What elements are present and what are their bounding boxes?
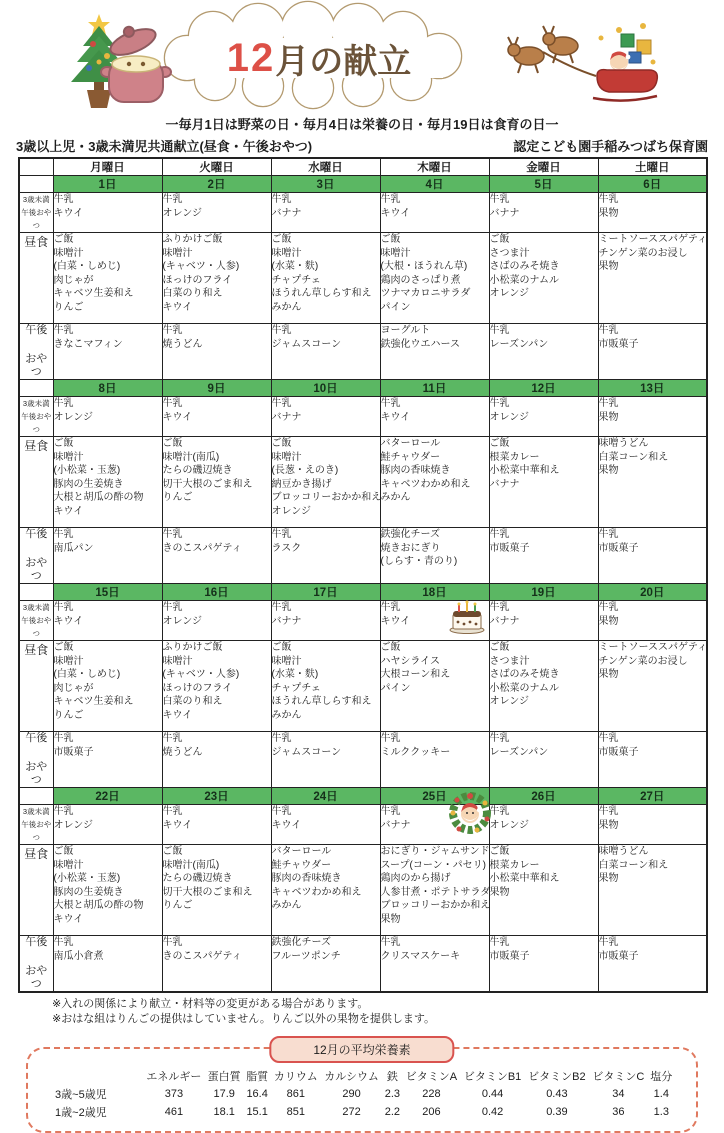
meta-school-name: 認定こども園手稲みつばち保育園 [513,139,708,154]
nutrition-section [26,1043,698,1133]
week-1-date-cell: 4日 [380,176,489,193]
week-3-lunch-row-label: 昼食 [19,641,53,732]
nutrition-header: ビタミンB1 [463,1071,522,1083]
week-2-date-label-empty [19,380,53,397]
week-1-snack-cell-day-4: ヨーグルト 鉄強化ウエハース [380,324,489,380]
week-3-milk-cell-day-3: 牛乳 バナナ [271,601,380,641]
week-3-snack-cell-day-2: 牛乳 焼うどん [162,732,271,788]
day-header: 金曜日 [489,158,598,176]
nutrition-header: ビタミンB2 [528,1071,586,1083]
week-4-date-cell: 22日 [53,788,162,805]
week-2-milk-cell-day-4: 牛乳 キウイ [380,397,489,437]
week-4-lunch-cell-day-3: バターロール 鮭チャウダー 豚肉の香味焼き キャベツわかめ和え みかん [271,845,380,936]
nutrition-table [49,1067,675,1121]
birthday-cake-icon [447,598,487,634]
week-1-snack-cell-day-1: 牛乳 きなこマフィン [53,324,162,380]
week-4-date-cell: 25日 [380,788,489,805]
week-3-date-label-empty [19,584,53,601]
nutrition-value: 0.39 [546,1106,568,1118]
week-2-snack-row-label: 午後 おやつ [19,528,53,584]
week-2-lunch-cell-day-3: ご飯 味噌汁 (長葱・えのき) 納豆かき揚げ ブロッコリーおかか和え オレンジ [271,437,380,528]
week-4-snack-row-label: 午後 おやつ [19,936,53,993]
week-2-milk-row [19,397,707,437]
meta-menu-scope: 3歳以上児・3歳未満児共通献立(昼食・午後おやつ) [16,139,313,154]
day-header: 土曜日 [598,158,707,176]
nutrition-value: 272 [342,1106,361,1118]
week-1-milk-cell-day-4: 牛乳 キウイ [380,193,489,233]
week-1-snack-cell-day-3: 牛乳 ジャムスコーン [271,324,380,380]
week-4-snack-cell-day-2: 牛乳 きのこスパゲティ [162,936,271,993]
week-3-date-cell: 17日 [271,584,380,601]
nutrition-value: 2.3 [384,1088,400,1100]
week-4-milk-cell-day-1: 牛乳 オレンジ [53,805,162,845]
nutrition-header: ビタミンC [592,1071,645,1083]
nutrition-value: 0.42 [481,1106,504,1118]
week-4-lunch-cell-day-6: 味噌うどん 白菜コーン和え 果物 [598,845,707,936]
day-header: 水曜日 [271,158,380,176]
nutrition-value: 18.1 [213,1106,235,1118]
week-4-lunch-row [19,845,707,936]
nutrition-value: 36 [612,1106,625,1118]
nutrition-header: 蛋白質 [207,1071,241,1083]
week-1-lunch-row-label: 昼食 [19,233,53,324]
week-2-snack-row [19,528,707,584]
week-4-date-label-empty [19,788,53,805]
week-2-milk-row-label: 3歳未満 午後おやつ [19,397,53,437]
week-4-snack-cell-day-3: 鉄強化チーズ フルーツポンチ [271,936,380,993]
week-1-snack-row [19,324,707,380]
week-2-snack-cell-day-2: 牛乳 きのこスパゲティ [162,528,271,584]
week-3-milk-cell-day-6: 牛乳 果物 [598,601,707,641]
week-4-snack-row [19,936,707,993]
nutrition-value: 851 [286,1106,305,1118]
week-1-lunch-cell-day-6: ミートソーススパゲティ チンゲン菜のお浸し 果物 [598,233,707,324]
week-3-milk-row-label: 3歳未満 午後おやつ [19,601,53,641]
week-2-snack-cell-day-3: 牛乳 ラスク [271,528,380,584]
week-2-lunch-cell-day-4: バターロール 鮭チャウダー 豚肉の香味焼き キャベツわかめ和え みかん [380,437,489,528]
santa-wreath-icon [447,790,493,836]
nutrition-header: エネルギー [146,1071,202,1083]
nutrition-corner [49,1067,143,1085]
day-header: 木曜日 [380,158,489,176]
week-2-date-cell: 10日 [271,380,380,397]
week-2-date-row [19,380,707,397]
week-4-snack-cell-day-5: 牛乳 市販菓子 [489,936,598,993]
nutrition-row-label: 1歳~2歳児 [55,1107,107,1119]
week-2-snack-cell-day-4: 鉄強化チーズ 焼きおにぎり (しらす・青のり) [380,528,489,584]
week-3-snack-cell-day-1: 牛乳 市販菓子 [53,732,162,788]
week-1-milk-cell-day-5: 牛乳 バナナ [489,193,598,233]
week-3-snack-row-label: 午後 おやつ [19,732,53,788]
week-2-lunch-row-label: 昼食 [19,437,53,528]
week-1-date-cell: 1日 [53,176,162,193]
week-3-milk-cell-day-4: 牛乳 キウイ [380,601,489,641]
week-1-milk-row [19,193,707,233]
nutrition-value: 2.2 [384,1106,400,1118]
nutrition-value: 15.1 [246,1106,268,1118]
week-2-lunch-cell-day-5: ご飯 根菜カレー 小松菜中華和え バナナ [489,437,598,528]
week-3-snack-cell-day-6: 牛乳 市販菓子 [598,732,707,788]
nutrition-value: 34 [612,1088,625,1100]
santa-sleigh-icon [501,18,661,106]
title-month-text: 月の献立 [275,43,412,81]
nutrition-header-row [49,1067,675,1085]
week-1-lunch-cell-day-4: ご飯 味噌汁 (大根・ほうれん草) 鶏肉のさっぱり煮 ツナマカロニサラダ パイン [380,233,489,324]
week-3-date-cell: 18日 [380,584,489,601]
week-3-date-cell: 19日 [489,584,598,601]
week-1-lunch-cell-day-5: ご飯 さつま汁 さばのみそ焼き 小松菜のナムル オレンジ [489,233,598,324]
week-2-milk-cell-day-3: 牛乳 バナナ [271,397,380,437]
week-1-milk-cell-day-1: 牛乳 キウイ [53,193,162,233]
week-3-lunch-cell-day-4: ご飯 ハヤシライス 大根コーン和え パイン [380,641,489,732]
week-2-lunch-cell-day-1: ご飯 味噌汁 (小松菜・玉葱) 豚肉の生姜焼き 大根と胡瓜の酢の物 キウイ [53,437,162,528]
week-4-date-cell: 24日 [271,788,380,805]
footnote-1: ※入れの関係により献立・材料等の変更がある場合があります。 [52,998,369,1010]
week-1-date-cell: 6日 [598,176,707,193]
meta-row [16,136,708,155]
nutrition-header: 脂質 [246,1071,269,1083]
week-4-date-cell: 23日 [162,788,271,805]
day-header: 月曜日 [53,158,162,176]
day-header: 火曜日 [162,158,271,176]
title-banner [153,8,483,108]
week-3-date-cell: 20日 [598,584,707,601]
week-3-date-row [19,584,707,601]
title-month-number: 12 [226,36,276,80]
week-3-milk-row [19,601,707,641]
week-3-lunch-cell-day-2: ふりかけご飯 味噌汁 (キャベツ・人参) ほっけのフライ 白菜のり和え キウイ [162,641,271,732]
week-2-snack-cell-day-1: 牛乳 南瓜パン [53,528,162,584]
nutrition-value: 0.43 [546,1088,568,1100]
week-4-date-cell: 27日 [598,788,707,805]
week-2-milk-cell-day-2: 牛乳 キウイ [162,397,271,437]
week-2-lunch-cell-day-2: ご飯 味噌汁(南瓜) たらの磯辺焼き 切干大根のごま和え りんご [162,437,271,528]
week-1-milk-row-label: 3歳未満 午後おやつ [19,193,53,233]
subtitle-food-days: 一毎月1日は野菜の日・毎月4日は栄養の日・毎月19日は食育の日一 [165,117,559,132]
week-2-snack-cell-day-6: 牛乳 市販菓子 [598,528,707,584]
week-1-date-label-empty [19,176,53,193]
footnote-2: ※おはな組はりんごの提供はしていません。りんご以外の果物を提供します。 [52,1013,435,1025]
week-1-date-cell: 3日 [271,176,380,193]
week-3-milk-cell-day-5: 牛乳 バナナ [489,601,598,641]
nutrition-value: 290 [342,1088,361,1100]
menu-table [18,157,708,993]
week-1-lunch-cell-day-1: ご飯 味噌汁 (白菜・しめじ) 肉じゃが キャベツ生姜和え りんご [53,233,162,324]
nutrition-value: 0.44 [481,1088,504,1100]
week-4-snack-cell-day-4: 牛乳 クリスマスケーキ [380,936,489,993]
week-1-date-cell: 5日 [489,176,598,193]
week-4-milk-cell-day-3: 牛乳 キウイ [271,805,380,845]
cooking-pot-icon [95,20,179,112]
nutrition-value: 228 [422,1088,441,1100]
corner-cell [19,158,53,176]
week-3-lunch-row [19,641,707,732]
nutrition-header: 鉄 [386,1071,398,1083]
week-1-snack-cell-day-5: 牛乳 レーズンパン [489,324,598,380]
week-1-milk-cell-day-2: 牛乳 オレンジ [162,193,271,233]
week-3-lunch-cell-day-3: ご飯 味噌汁 (水菜・麩) チャプチェ ほうれん草しらす和え みかん [271,641,380,732]
week-4-milk-cell-day-2: 牛乳 キウイ [162,805,271,845]
nutrition-value: 17.9 [213,1088,235,1100]
nutrition-title-badge: 12月の平均栄養素 [269,1036,454,1063]
footnotes [52,997,724,1027]
week-1-lunch-row [19,233,707,324]
week-2-lunch-cell-day-6: 味噌うどん 白菜コーン和え 果物 [598,437,707,528]
nutrition-row [49,1085,675,1103]
nutrition-header: カリウム [273,1071,318,1083]
week-4-snack-cell-day-1: 牛乳 南瓜小倉煮 [53,936,162,993]
week-2-date-cell: 12日 [489,380,598,397]
week-4-lunch-cell-day-5: ご飯 根菜カレー 小松菜中華和え 果物 [489,845,598,936]
week-2-milk-cell-day-1: 牛乳 オレンジ [53,397,162,437]
week-3-lunch-cell-day-6: ミートソーススパゲティ チンゲン菜のお浸し 果物 [598,641,707,732]
nutrition-value: 16.4 [246,1088,268,1100]
week-4-lunch-cell-day-4: おにぎり・ジャムサンド スープ(コーン・パセリ) 鶏肉のから揚げ 人参甘煮・ポテトサラダ ブロッコリーおかか和え 果物 [380,845,489,936]
week-4-date-row [19,788,707,805]
week-3-lunch-cell-day-5: ご飯 さつま汁 さばのみそ焼き 小松菜のナムル オレンジ [489,641,598,732]
nutrition-row-label: 3歳~5歳児 [55,1089,107,1101]
week-2-lunch-row [19,437,707,528]
week-1-date-row [19,176,707,193]
nutrition-header: 塩分 [650,1071,673,1083]
week-1-lunch-cell-day-3: ご飯 味噌汁 (水菜・麩) チャプチェ ほうれん草しらす和え みかん [271,233,380,324]
week-2-milk-cell-day-5: 牛乳 オレンジ [489,397,598,437]
week-2-date-cell: 8日 [53,380,162,397]
nutrition-value: 206 [422,1106,441,1118]
week-2-snack-cell-day-5: 牛乳 市販菓子 [489,528,598,584]
week-2-date-cell: 9日 [162,380,271,397]
nutrition-value: 1.3 [653,1106,669,1118]
week-1-snack-cell-day-2: 牛乳 焼うどん [162,324,271,380]
week-4-lunch-row-label: 昼食 [19,845,53,936]
week-4-lunch-cell-day-1: ご飯 味噌汁 (小松菜・玉葱) 豚肉の生姜焼き 大根と胡瓜の酢の物 キウイ [53,845,162,936]
week-3-date-cell: 15日 [53,584,162,601]
week-3-snack-row [19,732,707,788]
week-4-milk-row [19,805,707,845]
week-3-snack-cell-day-4: 牛乳 ミルククッキー [380,732,489,788]
week-2-date-cell: 11日 [380,380,489,397]
week-3-snack-cell-day-3: 牛乳 ジャムスコーン [271,732,380,788]
week-2-date-cell: 13日 [598,380,707,397]
nutrition-value: 861 [286,1088,305,1100]
week-1-snack-row-label: 午後 おやつ [19,324,53,380]
week-3-milk-cell-day-1: 牛乳 キウイ [53,601,162,641]
nutrition-value: 461 [164,1106,184,1118]
week-2-milk-cell-day-6: 牛乳 果物 [598,397,707,437]
week-1-snack-cell-day-6: 牛乳 市販菓子 [598,324,707,380]
nutrition-value: 373 [164,1088,184,1100]
week-1-milk-cell-day-3: 牛乳 バナナ [271,193,380,233]
day-header-row [19,158,707,176]
week-4-milk-cell-day-4: 牛乳 バナナ [380,805,489,845]
week-4-milk-cell-day-5: 牛乳 オレンジ [489,805,598,845]
nutrition-header: ビタミンA [405,1071,458,1083]
page-header [0,0,724,112]
week-1-milk-cell-day-6: 牛乳 果物 [598,193,707,233]
week-3-lunch-cell-day-1: ご飯 味噌汁 (白菜・しめじ) 肉じゃが キャベツ生姜和え りんご [53,641,162,732]
nutrition-value: 1.4 [653,1088,669,1100]
nutrition-row [49,1103,675,1121]
week-4-date-cell: 26日 [489,788,598,805]
week-3-milk-cell-day-2: 牛乳 オレンジ [162,601,271,641]
week-1-date-cell: 2日 [162,176,271,193]
nutrition-header: カルシウム [324,1071,379,1083]
week-3-date-cell: 16日 [162,584,271,601]
week-4-lunch-cell-day-2: ご飯 味噌汁(南瓜) たらの磯辺焼き 切干大根のごま和え りんご [162,845,271,936]
week-4-milk-row-label: 3歳未満 午後おやつ [19,805,53,845]
week-4-milk-cell-day-6: 牛乳 果物 [598,805,707,845]
week-3-snack-cell-day-5: 牛乳 レーズンパン [489,732,598,788]
week-1-lunch-cell-day-2: ふりかけご飯 味噌汁 (キャベツ・人参) ほっけのフライ 白菜のり和え キウイ [162,233,271,324]
week-4-snack-cell-day-6: 牛乳 市販菓子 [598,936,707,993]
page-title [189,34,449,83]
